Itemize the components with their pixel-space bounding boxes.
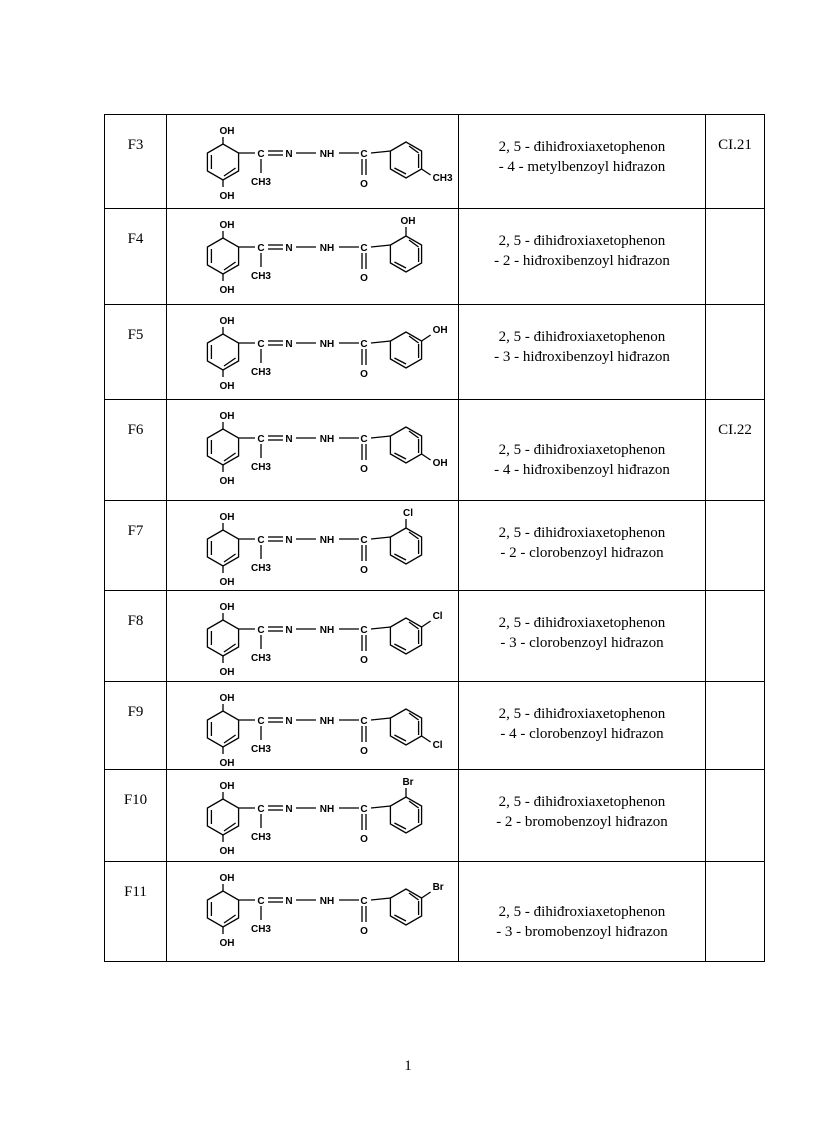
dihydroxyphenyl-ring [207, 429, 238, 465]
compound-name-line-2: - 3 - clorobenzoyl hiđrazon [500, 635, 664, 651]
imine-nitrogen-label: N [284, 339, 293, 350]
benzoyl-ring [390, 797, 421, 833]
hydroxyl-label-top: OH [219, 411, 234, 422]
compound-row [105, 305, 765, 400]
compound-code: F9 [105, 682, 167, 770]
methyl-label: CH3 [250, 563, 271, 574]
ring-double-bond [394, 823, 406, 829]
compound-reference: CI.22 [706, 400, 765, 501]
ring-double-bond [394, 358, 406, 364]
carbonyl-oxygen-label: O [359, 273, 368, 284]
amide-nh-label: NH [319, 243, 334, 254]
ring-double-bond [394, 644, 406, 650]
compound-name-line-1: 2, 5 - đihiđroxiaxetophenon [498, 329, 666, 345]
carbonyl-oxygen-label: O [359, 926, 368, 937]
benzoyl-ring [390, 236, 421, 272]
structure-cell [167, 682, 459, 770]
structure-cell [167, 862, 459, 962]
compound-name-line-1: 2, 5 - đihiđroxiaxetophenon [498, 139, 666, 155]
ring-double-bond [224, 453, 236, 461]
carbonyl-carbon-label: C [359, 896, 368, 907]
molecule-structure-diagram [173, 115, 453, 207]
compound-name [459, 115, 706, 209]
methyl-label: CH3 [250, 271, 271, 282]
compound-name [459, 682, 706, 770]
imine-nitrogen-label: N [284, 896, 293, 907]
dihydroxyphenyl-ring [207, 334, 238, 370]
hydroxyl-label-bottom: OH [219, 846, 234, 857]
amide-nh-label: NH [319, 896, 334, 907]
carbonyl-oxygen-label: O [359, 834, 368, 845]
ring-double-bond [224, 735, 236, 743]
molecule-structure-diagram [173, 770, 453, 860]
compound-reference [706, 501, 765, 591]
compound-reference [706, 682, 765, 770]
hydroxyl-label-bottom: OH [219, 577, 234, 588]
compound-code: F5 [105, 305, 167, 400]
compound-name-line-1: 2, 5 - đihiđroxiaxetophenon [498, 904, 666, 920]
benzoyl-ring [390, 618, 421, 654]
carbonyl-to-ring-bond [371, 341, 390, 343]
structure-cell [167, 501, 459, 591]
methyl-label: CH3 [250, 177, 271, 188]
imine-nitrogen-label: N [284, 716, 293, 727]
compound-name [459, 862, 706, 962]
benzoyl-ring [390, 332, 421, 368]
hydroxyl-label-top: OH [219, 781, 234, 792]
hydroxyl-label-top: OH [219, 220, 234, 231]
compound-reference [706, 209, 765, 305]
carbonyl-oxygen-label: O [359, 746, 368, 757]
substituent-bond [421, 335, 430, 341]
benzoyl-ring [390, 142, 421, 178]
benzoyl-ring [390, 709, 421, 745]
imine-nitrogen-label: N [284, 149, 293, 160]
ring-double-bond [394, 554, 406, 560]
molecule-structure-diagram [173, 682, 453, 768]
compound-name-line-2: - 3 - hiđroxibenzoyl hiđrazon [494, 349, 670, 365]
carbonyl-to-ring-bond [371, 245, 390, 247]
carbonyl-to-ring-bond [371, 627, 390, 629]
structure-cell [167, 115, 459, 209]
amide-nh-label: NH [319, 434, 334, 445]
methyl-label: CH3 [250, 367, 271, 378]
compound-code: F7 [105, 501, 167, 591]
ring-double-bond [394, 262, 406, 268]
ring-double-bond [224, 823, 236, 831]
substituent-bond [421, 169, 430, 175]
carbonyl-carbon-label: C [359, 434, 368, 445]
carbonyl-carbon-label: C [359, 149, 368, 160]
molecule-structure-diagram [173, 209, 453, 303]
amide-nh-label: NH [319, 625, 334, 636]
compound-row [105, 591, 765, 682]
ring-double-bond [224, 262, 236, 270]
compound-name-line-2: - 4 - clorobenzoyl hiđrazon [500, 726, 664, 742]
compound-row [105, 400, 765, 501]
carbonyl-to-ring-bond [371, 718, 390, 720]
compound-name-line-1: 2, 5 - đihiđroxiaxetophenon [498, 615, 666, 631]
compound-code: F4 [105, 209, 167, 305]
imine-carbon-label: C [256, 339, 265, 350]
methyl-label: CH3 [250, 462, 271, 473]
ring-double-bond [224, 915, 236, 923]
carbonyl-to-ring-bond [371, 151, 390, 153]
compound-row [105, 770, 765, 862]
methyl-label: CH3 [250, 832, 271, 843]
amide-nh-label: NH [319, 339, 334, 350]
dihydroxyphenyl-ring [207, 144, 238, 180]
compound-code: F10 [105, 770, 167, 862]
hydroxyl-label-top: OH [219, 316, 234, 327]
compound-name-line-1: 2, 5 - đihiđroxiaxetophenon [498, 442, 666, 458]
compound-name-line-2: - 2 - clorobenzoyl hiđrazon [500, 545, 664, 561]
structure-cell [167, 591, 459, 682]
carbonyl-to-ring-bond [371, 537, 390, 539]
compound-row [105, 115, 765, 209]
compound-name [459, 305, 706, 400]
compound-name-line-2: - 4 - metylbenzoyl hiđrazon [498, 159, 666, 175]
ring-double-bond [224, 554, 236, 562]
compound-row [105, 501, 765, 591]
molecule-structure-diagram [173, 591, 453, 680]
dihydroxyphenyl-ring [207, 620, 238, 656]
ring-double-bond [394, 735, 406, 741]
imine-carbon-label: C [256, 535, 265, 546]
carbonyl-oxygen-label: O [359, 179, 368, 190]
carbonyl-to-ring-bond [371, 806, 390, 808]
imine-carbon-label: C [256, 896, 265, 907]
carbonyl-oxygen-label: O [359, 369, 368, 380]
imine-nitrogen-label: N [284, 535, 293, 546]
dihydroxyphenyl-ring [207, 891, 238, 927]
imine-nitrogen-label: N [284, 243, 293, 254]
carbonyl-carbon-label: C [359, 804, 368, 815]
compound-name-line-1: 2, 5 - đihiđroxiaxetophenon [498, 525, 666, 541]
compound-code: F3 [105, 115, 167, 209]
imine-carbon-label: C [256, 434, 265, 445]
structure-cell [167, 400, 459, 501]
imine-carbon-label: C [256, 149, 265, 160]
carbonyl-carbon-label: C [359, 625, 368, 636]
compound-name-line-1: 2, 5 - đihiđroxiaxetophenon [498, 794, 666, 810]
dihydroxyphenyl-ring [207, 238, 238, 274]
substituent-bond [421, 736, 430, 742]
compound-name-line-2: - 2 - bromobenzoyl hiđrazon [496, 814, 668, 830]
imine-nitrogen-label: N [284, 625, 293, 636]
structure-cell [167, 770, 459, 862]
carbonyl-carbon-label: C [359, 535, 368, 546]
hydroxyl-label-bottom: OH [219, 938, 234, 949]
amide-nh-label: NH [319, 535, 334, 546]
hydroxyl-label-bottom: OH [219, 191, 234, 202]
benzoyl-ring [390, 528, 421, 564]
compound-name-line-2: - 2 - hiđroxibenzoyl hiđrazon [494, 253, 670, 269]
compound-name [459, 400, 706, 501]
ring-double-bond [394, 453, 406, 459]
structure-cell [167, 305, 459, 400]
molecule-structure-diagram [173, 400, 453, 499]
page-number: 1 [404, 1058, 412, 1074]
compound-reference [706, 591, 765, 682]
compound-code: F6 [105, 400, 167, 501]
carbonyl-oxygen-label: O [359, 655, 368, 666]
compound-code: F11 [105, 862, 167, 962]
dihydroxyphenyl-ring [207, 711, 238, 747]
compound-name-line-1: 2, 5 - đihiđroxiaxetophenon [498, 233, 666, 249]
compound-reference [706, 862, 765, 962]
imine-nitrogen-label: N [284, 434, 293, 445]
substituent-label: OH [400, 216, 415, 227]
compound-table [104, 114, 765, 962]
methyl-label: CH3 [250, 924, 271, 935]
carbonyl-oxygen-label: O [359, 565, 368, 576]
carbonyl-oxygen-label: O [359, 464, 368, 475]
compound-code: F8 [105, 591, 167, 682]
benzoyl-ring [390, 889, 421, 925]
hydroxyl-label-bottom: OH [219, 667, 234, 678]
substituent-label: OH [432, 458, 448, 469]
structure-cell [167, 209, 459, 305]
compound-table-body [105, 115, 765, 962]
amide-nh-label: NH [319, 716, 334, 727]
substituent-label: OH [432, 325, 448, 336]
imine-nitrogen-label: N [284, 804, 293, 815]
compound-name-line-1: 2, 5 - đihiđroxiaxetophenon [498, 706, 666, 722]
imine-carbon-label: C [256, 716, 265, 727]
compound-name [459, 501, 706, 591]
ring-double-bond [394, 168, 406, 174]
hydroxyl-label-top: OH [219, 693, 234, 704]
molecule-structure-diagram [173, 501, 453, 589]
substituent-label: Br [401, 777, 414, 788]
dihydroxyphenyl-ring [207, 530, 238, 566]
compound-name [459, 591, 706, 682]
hydroxyl-label-bottom: OH [219, 285, 234, 296]
carbonyl-carbon-label: C [359, 716, 368, 727]
ring-double-bond [224, 168, 236, 176]
methyl-label: CH3 [250, 653, 271, 664]
substituent-label: Cl [432, 611, 443, 622]
substituent-label: Cl [402, 508, 413, 519]
compound-row [105, 862, 765, 962]
carbonyl-carbon-label: C [359, 339, 368, 350]
ring-double-bond [224, 644, 236, 652]
compound-row [105, 209, 765, 305]
compound-name [459, 209, 706, 305]
hydroxyl-label-bottom: OH [219, 476, 234, 487]
substituent-label: Cl [432, 740, 443, 751]
substituent-bond [421, 454, 430, 460]
hydroxyl-label-bottom: OH [219, 758, 234, 769]
substituent-bond [421, 621, 430, 627]
carbonyl-to-ring-bond [371, 436, 390, 438]
imine-carbon-label: C [256, 804, 265, 815]
compound-name-line-2: - 4 - hiđroxibenzoyl hiđrazon [494, 462, 670, 478]
imine-carbon-label: C [256, 243, 265, 254]
carbonyl-to-ring-bond [371, 898, 390, 900]
substituent-label: CH3 [432, 173, 453, 184]
methyl-label: CH3 [250, 744, 271, 755]
amide-nh-label: NH [319, 804, 334, 815]
molecule-structure-diagram [173, 305, 453, 398]
imine-carbon-label: C [256, 625, 265, 636]
compound-reference [706, 770, 765, 862]
carbonyl-carbon-label: C [359, 243, 368, 254]
hydroxyl-label-top: OH [219, 126, 234, 137]
compound-reference: CI.21 [706, 115, 765, 209]
compound-name [459, 770, 706, 862]
substituent-label: Br [432, 882, 444, 893]
hydroxyl-label-top: OH [219, 602, 234, 613]
substituent-bond [421, 892, 430, 898]
compound-row [105, 682, 765, 770]
amide-nh-label: NH [319, 149, 334, 160]
molecule-structure-diagram [173, 862, 453, 960]
ring-double-bond [394, 915, 406, 921]
hydroxyl-label-bottom: OH [219, 381, 234, 392]
benzoyl-ring [390, 427, 421, 463]
hydroxyl-label-top: OH [219, 873, 234, 884]
dihydroxyphenyl-ring [207, 799, 238, 835]
ring-double-bond [224, 358, 236, 366]
compound-reference [706, 305, 765, 400]
compound-name-line-2: - 3 - bromobenzoyl hiđrazon [496, 924, 668, 940]
hydroxyl-label-top: OH [219, 512, 234, 523]
